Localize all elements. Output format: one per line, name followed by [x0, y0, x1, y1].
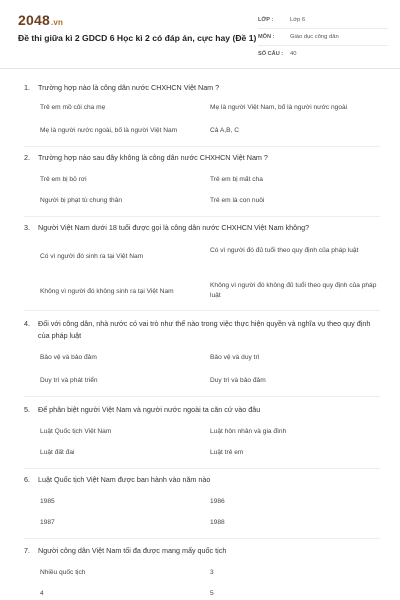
meta-value: Lớp 6: [290, 17, 306, 23]
question-stem: [24, 545, 380, 557]
question-divider: [24, 310, 380, 311]
meta-label: MÔN :: [258, 34, 275, 40]
question-divider: [24, 396, 380, 397]
question-divider: [24, 468, 380, 469]
meta-row-count: [258, 46, 388, 62]
answer-option[interactable]: Trẻ em mồ côi cha mẹ: [40, 104, 106, 111]
answer-option[interactable]: 1988: [210, 519, 225, 526]
header: [0, 0, 400, 69]
question-number: 1.: [24, 83, 30, 92]
exam-title: Đề thi giữa kì 2 GDCD 6 Học kì 2 có đáp án, cực hay (Đề 1): [18, 33, 257, 43]
answer-option[interactable]: 1987: [40, 519, 55, 526]
answer-option[interactable]: Người bị phạt tù chung thân: [40, 197, 123, 204]
question-stem: [24, 474, 380, 486]
site-logo[interactable]: [18, 12, 63, 28]
answer-option[interactable]: 4: [40, 590, 44, 597]
answer-option[interactable]: Duy trì và bảo đảm: [210, 377, 266, 384]
question-number: 5.: [24, 405, 30, 414]
question-stem: [24, 404, 380, 416]
question-divider: [24, 538, 380, 539]
answer-option[interactable]: Bảo vệ và bảo đảm: [40, 354, 97, 361]
exam-meta: [258, 12, 388, 62]
question-number: 2.: [24, 153, 30, 162]
question-number: 3.: [24, 223, 30, 232]
meta-label: SỐ CÂU :: [258, 51, 284, 57]
answer-option[interactable]: Cả A,B, C: [210, 127, 239, 134]
answer-option[interactable]: Mẹ là người Việt Nam, bố là người nước ngoài: [210, 104, 348, 111]
question-number: 6.: [24, 475, 30, 484]
answer-option[interactable]: Trẻ em bị bỏ rơi: [40, 176, 87, 183]
answer-option[interactable]: 1986: [210, 498, 225, 505]
brand-suffix: .vn: [50, 18, 64, 27]
brand-name: 2048: [18, 12, 50, 28]
answer-option[interactable]: Mẹ là người nước ngoài, bố là người Việt Nam: [40, 127, 178, 134]
meta-value: 40: [290, 51, 297, 57]
meta-value: Giáo dục công dân: [290, 34, 339, 40]
answer-option[interactable]: Luật hôn nhân và gia đình: [210, 428, 287, 435]
answer-option[interactable]: Bảo vệ và duy trì: [210, 354, 260, 361]
question-divider: [24, 146, 380, 147]
answer-option[interactable]: Duy trì và phát triển: [40, 377, 98, 384]
answer-option[interactable]: 1985: [40, 498, 55, 505]
question-text: Trường hợp nào là công dân nước CHXHCN Việt Nam ?: [38, 83, 220, 92]
question-divider: [24, 216, 380, 217]
answer-option[interactable]: Trẻ em là con nuôi: [210, 197, 265, 204]
question-number: 7.: [24, 546, 30, 555]
answer-option[interactable]: Không vì người đó không đủ tuổi theo quy định của pháp luật: [210, 282, 377, 299]
question-text: Người Việt Nam dưới 18 tuổi được gọi là công dân nước CHXHCN Việt Nam không?: [38, 223, 310, 232]
answer-option[interactable]: Luật đất đai: [40, 449, 75, 456]
question-stem: [24, 152, 380, 164]
answer-option[interactable]: Có vì người đó sinh ra tại Việt Nam: [40, 253, 144, 260]
question-stem: [24, 222, 380, 234]
question-text: Trường hợp nào sau đây không là công dân nước CHXHCN Việt Nam ?: [38, 153, 268, 162]
meta-row-class: [258, 12, 388, 29]
answer-option[interactable]: Không vì người đó không sinh ra tại Việt Nam: [40, 288, 174, 295]
answer-option[interactable]: Trẻ em bị mất cha: [210, 176, 263, 183]
answer-option[interactable]: Có vì người đó đủ tuổi theo quy định của pháp luật: [210, 247, 359, 254]
answer-option[interactable]: Nhiều quốc tịch: [40, 569, 86, 576]
question-text: Đối với công dân, nhà nước có vai trò như thế nào trong việc thực hiện quyền và nghĩa vụ theo quy định của pháp luật: [38, 319, 371, 340]
question-text: Người công dân Việt Nam tối đa được mang mấy quốc tịch: [38, 546, 227, 555]
question-stem: [24, 318, 380, 341]
question-stem: [24, 82, 380, 94]
answer-option[interactable]: 5: [210, 590, 214, 597]
meta-label: LỚP :: [258, 17, 274, 23]
answer-option[interactable]: Luật Quốc tịch Việt Nam: [40, 428, 112, 435]
question-text: Để phân biệt người Việt Nam và người nước ngoài ta căn cứ vào đâu: [38, 405, 261, 414]
answer-option[interactable]: Luật trẻ em: [210, 449, 244, 456]
answer-option[interactable]: 3: [210, 569, 214, 576]
question-number: 4.: [24, 319, 30, 328]
meta-row-subject: [258, 29, 388, 46]
question-text: Luật Quốc tịch Việt Nam được ban hành vào năm nào: [38, 475, 211, 484]
